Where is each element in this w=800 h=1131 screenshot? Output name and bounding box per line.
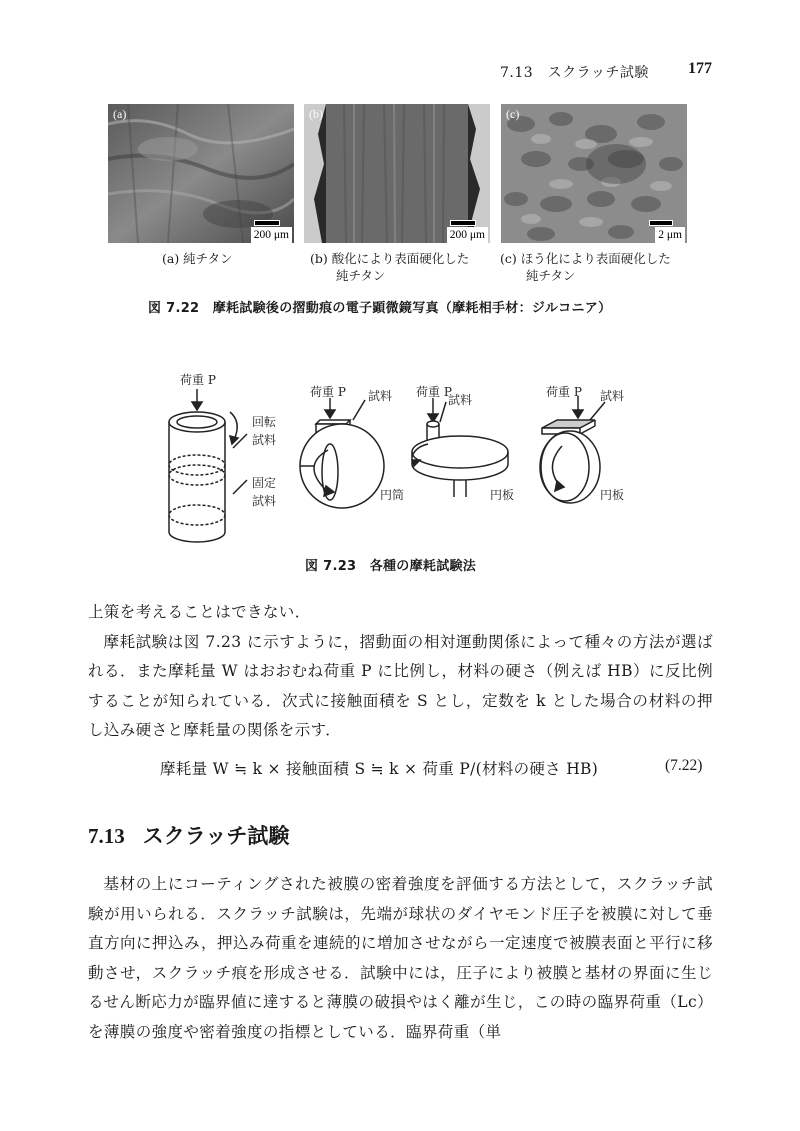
body-text-block (88, 598, 713, 746)
scale-bar-c (649, 220, 673, 226)
label-fixed-1: 固定 (252, 476, 277, 490)
subcaption-a: (a) 純チタン (162, 251, 233, 266)
subcaption-c-line2: 純チタン (526, 268, 576, 283)
body-paragraph-2: 摩耗試験は図 7.23 に示すように，摺動面の相対運動関係によって種々の方法が選ばれる．また摩耗量 W はおおむね荷重 P に比例し，材料の硬さ（例えば HB）に反比例することが知られている．次式に接触面積を S とし，定数を k とした場合の材料の押し込み硬さと摩耗量の関係を示す． (88, 632, 713, 739)
section-number: 7.13 (88, 824, 125, 848)
photo-tag-c: (c) (506, 107, 520, 121)
wear-test-methods-diagram (150, 362, 650, 547)
page-number: 177 (688, 60, 712, 77)
subcaption-b (310, 250, 469, 284)
label-disk-4: 円板 (600, 488, 625, 502)
equation-number: (7.22) (665, 757, 703, 774)
scale-label-a: 200 μm (251, 227, 292, 243)
photo-tag-a: (a) (113, 107, 127, 121)
label-load-p-1: 荷重 P (180, 373, 216, 387)
section-paragraph: 基材の上にコーティングされた被膜の密着強度を評価する方法として，スクラッチ試験が用いられる．スクラッチ試験は，先端が球状のダイヤモンド圧子を被膜に対して垂直方向に押込み，押込み荷重を連続的に増加させながら一定速度で被膜表面と平行に移動させ，スクラッチ痕を形成させる．試験中には，圧子により被膜と基材の界面に生じるせん断応力が臨界値に達すると薄膜の破損やはく離が生じ，この時の臨界荷重（Lc）を薄膜の強度や密着強度の指標としている．臨界荷重（単 (88, 875, 713, 1041)
scale-bar-b (450, 220, 476, 226)
subcaption-b-line2: 純チタン (336, 268, 386, 283)
label-cylinder: 円筒 (380, 488, 405, 502)
label-specimen-4: 試料 (600, 389, 625, 403)
label-rotating-2: 試料 (252, 433, 277, 447)
label-rotating-1: 回転 (252, 415, 277, 429)
running-header-section: 7.13 スクラッチ試験 (500, 65, 649, 81)
label-load-p-3: 荷重 P (416, 385, 452, 399)
equation-7-22: 摩耗量 W ≒ k × 接触面積 S ≒ k × 荷重 P/(材料の硬さ HB) (160, 760, 599, 778)
body-paragraph-1: 上策を考えることはできない． (88, 603, 311, 621)
label-load-p-2: 荷重 P (310, 385, 346, 399)
section-title: スクラッチ試験 (142, 823, 290, 848)
sem-photo-c (501, 104, 687, 243)
scale-bar-a (254, 220, 280, 226)
sem-photo-b (304, 104, 490, 243)
label-load-p-4: 荷重 P (546, 385, 582, 399)
label-specimen-3: 試料 (448, 393, 473, 407)
subcaption-b-line1: (b) 酸化により表面硬化した (310, 251, 470, 266)
label-fixed-2: 試料 (252, 494, 277, 508)
section-heading (88, 820, 289, 850)
subcaption-c (500, 250, 671, 284)
scale-label-c: 2 μm (655, 227, 685, 243)
sem-photo-a (108, 104, 294, 243)
scale-label-b: 200 μm (447, 227, 488, 243)
figure-7-23-caption: 図 7.23 各種の摩耗試験法 (305, 559, 477, 574)
section-body (88, 870, 713, 1047)
label-disk-3: 円板 (490, 488, 515, 502)
figure-7-22-caption: 図 7.22 摩耗試験後の摺動痕の電子顕微鏡写真（摩耗相手材：ジルコニア） (148, 301, 612, 316)
photo-tag-b: (b) (309, 107, 323, 121)
subcaption-c-line1: (c) ほう化により表面硬化した (500, 251, 671, 266)
label-specimen-2: 試料 (368, 389, 393, 403)
